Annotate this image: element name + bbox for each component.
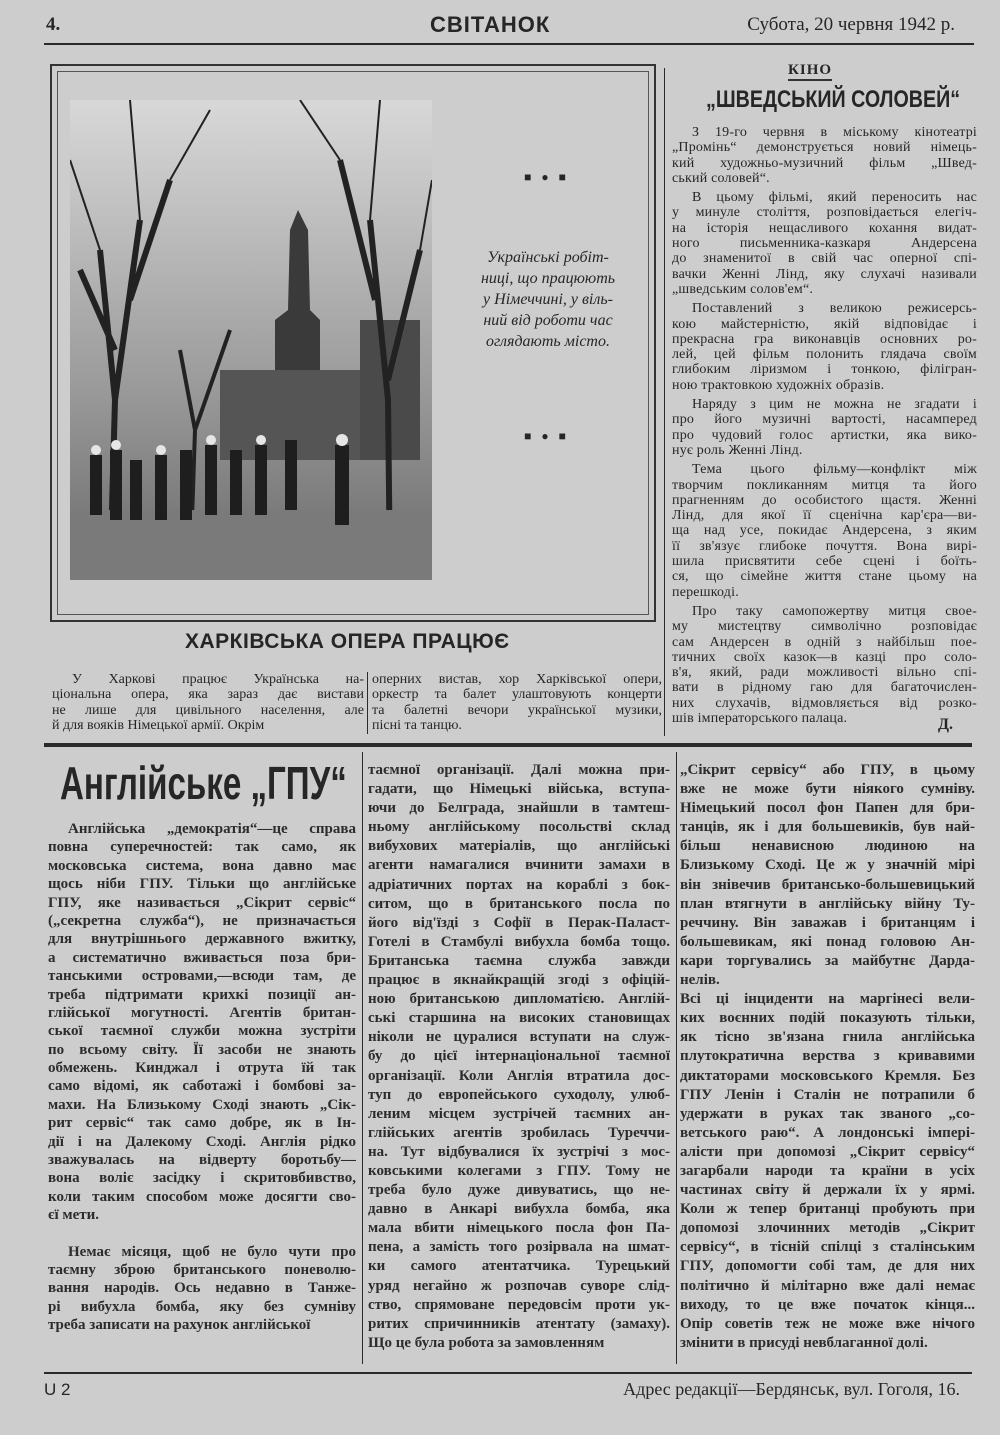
paragraph	[52, 672, 364, 733]
text-line: більш ненависною людиною на	[680, 838, 975, 855]
page-number: 4.	[46, 14, 61, 35]
text-line: ГПУ, допомогти собі там, де для них	[680, 1258, 975, 1275]
text-line: змінити в присуді невблаганної долі.	[680, 1334, 928, 1351]
text-line: щось ніби ГПУ. Тільки що англійське	[48, 876, 356, 893]
text-line: ся, що сімейне життя стане цьому на	[672, 569, 977, 585]
text-line: прекрасна гра виконавців основних ро-	[672, 331, 977, 347]
text-line: коли таким способом може досягти сво-	[48, 1188, 356, 1205]
text-line: по всьому світу. Її засоби не знають	[48, 1041, 356, 1058]
text-line: виходу, то це вже початок кінця...	[680, 1296, 975, 1313]
text-line: на історія нещасливого кохання видат-	[672, 220, 977, 236]
text-line: вання народів. Ось недавно в Танже-	[48, 1280, 356, 1297]
paragraph	[672, 397, 977, 458]
text-line: плутократична верства з кривавими	[680, 1048, 975, 1065]
text-line: на. Тут відбувалися їх зустрічі з мос-	[368, 1143, 670, 1160]
text-line: Німецький посол фон Папен для бри-	[680, 800, 975, 817]
text-line: частинах світу й держали їх у ярмі.	[680, 1182, 975, 1199]
text-line: глійських агентів зробилась Туреччи-	[368, 1124, 670, 1141]
text-line: про його музичні вартості, насамперед	[672, 412, 977, 428]
text-line: таємної організації. Далі можна при-	[368, 762, 670, 778]
paragraph	[48, 820, 356, 1225]
issue-date: Субота, 20 червня 1942 р.	[747, 14, 955, 35]
caption-line: Українські робіт-	[487, 249, 609, 266]
text-line: Тема цього фільму—конфлікт між	[692, 462, 977, 478]
gpu-column-3	[672, 761, 975, 1353]
text-line: нелів.	[680, 972, 720, 989]
text-line: у минуле століття, розповідається елегіч-	[672, 205, 977, 221]
footer-rule	[44, 1372, 972, 1374]
opera-text-right	[372, 672, 662, 733]
text-line: В цьому фільмі, який переносить нас	[692, 190, 977, 206]
paragraph	[672, 604, 977, 726]
text-line: дії і на Далекому Сході. Англія рідко	[48, 1133, 356, 1150]
text-line: ньому англійському посольстві склад	[368, 819, 670, 836]
kino-headline: „ШВЕДСЬКИЙ СОЛОВЕЙ“	[706, 86, 961, 113]
text-line: московська система, вона давно має	[48, 857, 356, 874]
text-line: большевикам, які понад головою Ан-	[680, 933, 975, 950]
text-line: прагненням до особистого щастя. Женні	[672, 492, 977, 508]
kino-article-text	[672, 125, 977, 730]
text-line: та балетні вечори української музики,	[372, 702, 662, 718]
text-line: бу до цієї інтернаціональної таємної	[368, 1048, 670, 1065]
text-line: політично й мілітарно вже далі немає	[680, 1277, 975, 1294]
paragraph	[672, 301, 977, 393]
text-line: як тісно зв'язана гнила англійська	[680, 1029, 975, 1046]
text-line: танців, як і для большевиків, був най-	[680, 819, 975, 836]
text-line: шів імператорського палаца.	[672, 710, 848, 726]
text-line: перешкоді.	[672, 584, 739, 600]
text-line: ціональна опера, яка зараз дає вистави	[52, 687, 364, 703]
text-line: У Харкові працює Українська на-	[72, 672, 364, 687]
text-line: ветського раю“. А лондонські імпері-	[680, 1124, 975, 1141]
text-line: диктаторами московського Кремля. Без	[680, 1067, 975, 1084]
text-line: шила присвятити себе сцені і боїть-	[672, 554, 977, 570]
text-line: Близькому Сході. Це ж у значній мірі	[680, 857, 975, 874]
text-line: Британська таємна служба завжди	[368, 952, 670, 969]
text-line: єї мети.	[48, 1207, 100, 1224]
text-line: пісні та танцю.	[372, 717, 462, 733]
text-line: оперних вистав, хор Харківської опери,	[372, 672, 662, 687]
text-line: й для вояків Німецької армії. Окрім	[52, 717, 265, 733]
text-line: гадати, що Німецькі війська, вступа-	[368, 781, 670, 798]
text-line: ща над усе, покидає Андерсена, з яким	[672, 523, 977, 539]
text-line: глійської могутності. Агентів британ-	[48, 1004, 356, 1021]
text-line: Поставлений з великою режисерсь-	[692, 301, 977, 317]
opera-headline: ХАРКІВСЬКА ОПЕРА ПРАЦЮЄ	[185, 630, 510, 653]
text-line: зважувалась на відверту боротьбу—	[48, 1152, 356, 1169]
kino-signature: Д.	[938, 716, 954, 733]
text-line: рит сервіс“ так само добре, як в Ін-	[48, 1115, 356, 1132]
caption-line: ний від роботи час	[483, 312, 613, 329]
text-line: Немає місяця, щоб не було чути про	[68, 1243, 356, 1260]
text-line: само відомі, як саботажі і бомбові за-	[48, 1078, 356, 1095]
text-line: му мистецтву символічно розповідає	[672, 619, 977, 635]
gpu-column-1	[48, 820, 356, 1353]
paragraph	[672, 125, 977, 186]
text-line: вона воліє засідку і скритовбивство,	[48, 1170, 356, 1187]
text-line: допомозі злочинних методів „Сікрит	[680, 1220, 975, 1237]
text-line: рі вибухла бомба, яку без сумніву	[48, 1298, 356, 1315]
text-line: З 19-го червня в міському кінотеатрі	[692, 125, 977, 140]
gpu-headline: Англійське „ГПУ“	[60, 757, 347, 809]
text-line: він знівечив британсько-большевицький	[680, 876, 975, 893]
text-line: ного письменника-казкаря Андерсена	[672, 236, 977, 252]
text-line: Що це була робота за замовленням	[368, 1334, 605, 1351]
text-line: туп до европейського суходолу, улюб-	[368, 1086, 670, 1103]
text-line: тичних своїх казок—в казці про соло-	[672, 649, 977, 665]
ornament-top: ■●■	[524, 170, 576, 184]
text-line: а систематично вживається поза бри-	[48, 949, 356, 966]
footer-code: U 2	[44, 1380, 71, 1399]
text-line: „шведським солов'ем“.	[672, 281, 814, 297]
text-line: лей, цей фільм полонить глядача своїм	[672, 347, 977, 363]
text-line: ські старшина на високих становищах	[368, 1010, 670, 1027]
text-line: організації. Коли Англія втратила дос-	[368, 1067, 670, 1084]
text-line: ніколи не цуралися вступати на служ-	[368, 1029, 670, 1046]
column-divider	[664, 68, 665, 736]
text-line: ки самого атентатчика. Турецький	[368, 1258, 670, 1275]
paragraph	[672, 190, 977, 297]
paragraph	[680, 990, 975, 1353]
text-line: повна суперечностей: так само, як	[48, 839, 356, 856]
text-line: вже не може бути ніякого сумніву.	[680, 781, 975, 798]
text-line: ритих спричинників атентату (замаху).	[368, 1315, 670, 1332]
text-line: ської таємної служби можна зустріти	[48, 1023, 356, 1040]
text-line: Лінд, для якої її сценічна кар'єра—ви-	[672, 508, 977, 524]
text-line: агенти намагалися вчинити замахи в	[368, 857, 670, 874]
text-line: „Сікрит сервісу“ або ГПУ, в цьому	[680, 762, 975, 778]
text-line: Про таку самопожертву митця свое-	[692, 603, 977, 619]
text-line: не лише для цивільного населення, але	[52, 702, 364, 718]
section-rule	[44, 743, 972, 747]
paragraph	[368, 761, 670, 1353]
text-line: ною британською дипломатією. Англій-	[368, 991, 670, 1008]
text-line: обмежень. Кинджал і отрута їй так	[48, 1060, 356, 1077]
text-line: ких воєнних подій показують тільки,	[680, 1010, 975, 1027]
text-line: до знаменитої в свій час оперної спі-	[672, 251, 977, 267]
text-line: мала вбити німецького посла фон Па-	[368, 1220, 670, 1237]
photo-women-sightseeing	[70, 100, 432, 580]
text-line: алісти при допомозі „Сікрит сервісу“	[680, 1143, 975, 1160]
text-line: ський соловей“.	[672, 170, 770, 186]
text-line: його від'їзді з Софії в Перак-Паласт-	[368, 914, 670, 931]
text-line: Коли ж тепер британці пробують при	[680, 1201, 975, 1218]
text-line: вибухових матеріалів, що англійські	[368, 838, 670, 855]
text-line: таємну зброю британського поневолю-	[48, 1261, 356, 1278]
text-line: пена, а замість того розірвала на шмат-	[368, 1239, 670, 1256]
caption-line: оглядають місто.	[486, 333, 610, 350]
text-line: в'я, який, ради можливості вільно спі-	[672, 665, 977, 681]
text-line: кий художньо-музичний фільм „Швед-	[672, 155, 977, 171]
caption-line: ниці, що працюють	[480, 270, 616, 287]
text-line: план втягнути в англійську війну Ту-	[680, 895, 975, 912]
editorial-address: Адрес редакції—Бердянськ, вул. Гоголя, 16.	[623, 1379, 960, 1399]
text-line: ситом, що в британського посла по	[368, 895, 670, 912]
masthead: СВІТАНОК	[430, 12, 551, 37]
text-line: („секретна служба“), не призначається	[48, 912, 356, 929]
text-line: вачки Женні Лінд, яку слухачі називали	[672, 266, 977, 282]
text-line: адріатичних портах на кораблі з бок-	[368, 876, 670, 893]
text-line: сервісу“, в тісній спілці з сталінським	[680, 1239, 975, 1256]
text-line: Всі ці інциденти на маргінесі вели-	[680, 991, 975, 1008]
kino-rubric: КІНО	[788, 62, 832, 81]
paragraph	[372, 672, 662, 733]
text-line: нує роль Женні Лінд.	[672, 442, 803, 458]
text-line: леним місцем зустрічей таємних ан-	[368, 1105, 670, 1122]
gpu-column-2	[368, 761, 670, 1353]
text-line: сам Андерсен в одній з найбільш пое-	[672, 634, 977, 650]
text-line: творчим покликанням митця та його	[672, 477, 977, 493]
text-line: кари торгувались за майбутнє Дарда-	[680, 952, 975, 969]
paragraph	[48, 1243, 356, 1335]
text-line: для внутрішнього державного вжитку,	[48, 931, 356, 948]
text-line: Готелі в Стамбулі вибухла бомба тощо.	[368, 933, 670, 950]
text-line: ною трактовкою художніх образів.	[672, 377, 885, 393]
text-line: „Промінь“ демонструється новий німець-	[672, 140, 977, 156]
caption-line: у Німеччині, у віль-	[483, 291, 613, 308]
opera-text-left	[52, 672, 364, 733]
text-line: кою майстерністю, якій відповідає і	[672, 316, 977, 332]
text-line: ГПУ Ленін і Сталін не потрапили б	[680, 1086, 975, 1103]
column-divider	[367, 672, 368, 734]
text-line: ство, спрямоване передовсім проти ук-	[368, 1296, 670, 1313]
text-line: Англійська „демократія“—це справа	[68, 821, 356, 837]
ornament-bottom: ■●■	[524, 429, 576, 443]
text-line: вати в рідному гаю для багаточислен-	[672, 680, 977, 696]
text-line: загарбали народи та країни в усіх	[680, 1162, 975, 1179]
text-line: уряд негайно ж розпочав суворе слід-	[368, 1277, 670, 1294]
text-line: ючи до Белграда, знайшли в тамтеш-	[368, 800, 670, 817]
text-line: глибоким ліризмом і тонкою, філігран-	[672, 362, 977, 378]
text-line: реччину. Він заважав і британцям і	[680, 914, 975, 931]
text-line: ГПУ, яке називається „Сікрит сервіс“	[48, 894, 356, 911]
text-line: махи. На Близькому Сході знають „Сік-	[48, 1096, 356, 1113]
text-line: треба підтримати крихкі позиції ан-	[48, 986, 356, 1003]
text-line: оркестр та балет улаштовують концерти	[372, 687, 662, 703]
text-line: треба записати на рахунок англійської	[48, 1317, 311, 1334]
photo-caption	[448, 247, 648, 352]
text-line: ковськими колегами з ГПУ. Тому не	[368, 1162, 670, 1179]
text-line: про чудовий голос артистки, яка вико-	[672, 427, 977, 443]
paragraph	[680, 761, 975, 990]
text-line: них слухачів, відмовляється від розко-	[672, 695, 977, 711]
text-line: Наряду з цим не можна не згадати і	[692, 397, 977, 413]
text-line: танськими островами,—всюди там, де	[48, 968, 356, 985]
text-line: удержати в руках так званого „со-	[680, 1105, 975, 1122]
column-divider	[362, 752, 363, 1364]
header-rule	[44, 43, 974, 45]
text-line: давно в Анкарі вибухла бомба, яка	[368, 1201, 670, 1218]
text-line: треба було дуже дивуватись, що не-	[368, 1182, 670, 1199]
text-line: її зв'язує глибоке почуття. Вона вирі-	[672, 538, 977, 554]
text-line: Опір советів теж не може вже нічого	[680, 1315, 975, 1332]
text-line: працює в якнайкращій згоді з офіцій-	[368, 972, 670, 989]
paragraph	[672, 462, 977, 600]
